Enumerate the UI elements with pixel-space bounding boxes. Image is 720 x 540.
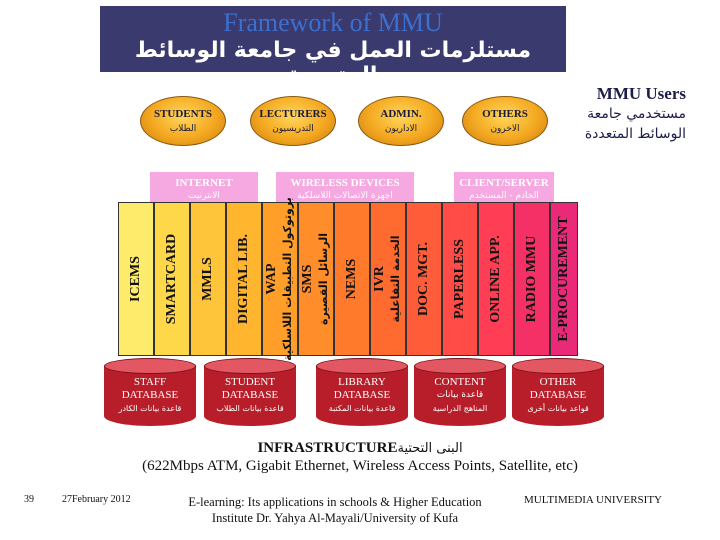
layer-label: INTERNET — [175, 177, 233, 189]
app-bar-label: E-PROCUREMENT — [556, 216, 571, 342]
slide-number: 39 — [24, 494, 34, 505]
layer-label-arabic: الخادم - المستخدم — [469, 191, 539, 201]
app-bar-ivr — [370, 202, 406, 356]
database-label: CONTENT قاعدة بيانات — [434, 376, 486, 400]
layer-label-arabic: الانترنيت — [188, 191, 220, 201]
database-cylinder-top — [104, 358, 196, 374]
users-panel-arabic — [556, 104, 686, 144]
app-bar-label: ICEMS — [128, 256, 143, 302]
layer-client-server — [454, 172, 554, 206]
infrastructure-title-arabic: البنى التحتية — [397, 441, 463, 456]
database-cylinder-top — [414, 358, 506, 374]
database-other — [512, 358, 604, 426]
user-label: OTHERS — [482, 108, 528, 120]
users-panel-arabic-line1: مستخدمي جامعة — [587, 106, 686, 122]
slide-date: 27February 2012 — [62, 494, 131, 505]
database-student — [204, 358, 296, 426]
user-label: LECTURERS — [259, 108, 327, 120]
app-bar-e-procurement — [550, 202, 578, 356]
user-label-arabic: الاخرون — [490, 124, 520, 134]
app-bar-label-arabic: الخدمة التفاعلية — [389, 235, 402, 323]
app-bar-radio-mmu — [514, 202, 550, 356]
user-oval-students — [140, 96, 226, 146]
database-cylinder-top — [512, 358, 604, 374]
layer-label: CLIENT/SERVER — [459, 177, 549, 189]
layer-label: WIRELESS DEVICES — [290, 177, 400, 189]
app-bar-label: WAP بروتوكول التطبيقات اللاسلكية — [264, 197, 294, 361]
database-label-arabic: قاعدة بيانات المكتبة — [328, 404, 396, 413]
app-bar-label: IVR الخدمة التفاعلية — [372, 235, 402, 323]
app-bar-label: ONLINE APP. — [488, 235, 503, 323]
app-bar-label: SMS الرسائل القصيرة — [300, 233, 330, 325]
users-panel-title: MMU Users — [596, 84, 686, 103]
layer-wireless-devices — [276, 172, 414, 206]
database-label-arabic: قاعدة بيانات الكادر — [118, 404, 182, 413]
app-bar-label: PAPERLESS — [452, 239, 467, 319]
database-label: STAFF DATABASE — [121, 376, 179, 401]
database-label: STUDENT DATABASE — [221, 376, 279, 401]
database-library — [316, 358, 408, 426]
infrastructure-details: (622Mbps ATM, Gigabit Ethernet, Wireless Access Points, Satellite, etc) — [142, 458, 578, 474]
app-bar-icems — [118, 202, 154, 356]
app-bar-mmls — [190, 202, 226, 356]
users-panel-arabic-line2: الوسائط المتعددة — [584, 126, 686, 142]
app-bar-label: SMARTCARD — [164, 233, 179, 325]
app-bar-label: NEMS — [344, 258, 359, 300]
page-title-arabic: مستلزمات العمل في جامعة الوسائط المتعددة — [134, 38, 532, 88]
layer-internet — [150, 172, 258, 206]
database-label-arabic: قاعدة بيانات الطلاب — [216, 404, 284, 413]
database-cylinder-top — [316, 358, 408, 374]
user-oval-others — [462, 96, 548, 146]
app-bar-label: RADIO MMU — [524, 235, 539, 323]
database-label: LIBRARY DATABASE — [333, 376, 391, 401]
user-label-arabic: الطلاب — [169, 124, 197, 134]
database-label-arabic: قواعد بيانات أخرى — [527, 404, 589, 413]
layer-label-arabic: اجهزة الاتصالات اللاسلكية — [297, 191, 393, 201]
database-cylinder-top — [204, 358, 296, 374]
app-bar-digital-lib — [226, 202, 262, 356]
user-oval-lecturers — [250, 96, 336, 146]
page-title: Framework of MMU — [223, 8, 443, 37]
app-bar-smartcard — [154, 202, 190, 356]
app-bar-label: MMLS — [200, 257, 215, 301]
app-bar-online-app — [478, 202, 514, 356]
app-bar-label-arabic: الرسائل القصيرة — [317, 233, 330, 325]
user-label: STUDENTS — [153, 108, 213, 120]
database-label-arabic: المناهج الدراسية — [432, 404, 488, 413]
app-bar-label: DIGITAL LIB. — [236, 234, 251, 324]
app-bar-label: DOC. MGT. — [416, 241, 431, 317]
app-bar-doc-mgt — [406, 202, 442, 356]
user-label-arabic: التدريسيون — [272, 124, 314, 134]
database-content — [414, 358, 506, 426]
infrastructure-title: INFRASTRUCTUREالبنى التحتية — [257, 440, 463, 456]
database-staff — [104, 358, 196, 426]
university-name: MULTIMEDIA UNIVERSITY — [524, 494, 663, 506]
slide-credit: E-learning: Its applications in schools & Higher Education Institute Dr. Yahya Al-Mayali/University of Kufa — [188, 495, 482, 525]
app-bar-sms — [298, 202, 334, 356]
database-label: OTHER DATABASE — [529, 376, 587, 401]
user-label-arabic: الاداريون — [384, 124, 418, 134]
app-bar-paperless — [442, 202, 478, 356]
app-bar-label-arabic: بروتوكول التطبيقات اللاسلكية — [281, 197, 294, 361]
user-label: ADMIN. — [380, 108, 422, 120]
app-bar-nems — [334, 202, 370, 356]
app-bar-wap — [262, 197, 298, 361]
user-oval-admin — [358, 96, 444, 146]
